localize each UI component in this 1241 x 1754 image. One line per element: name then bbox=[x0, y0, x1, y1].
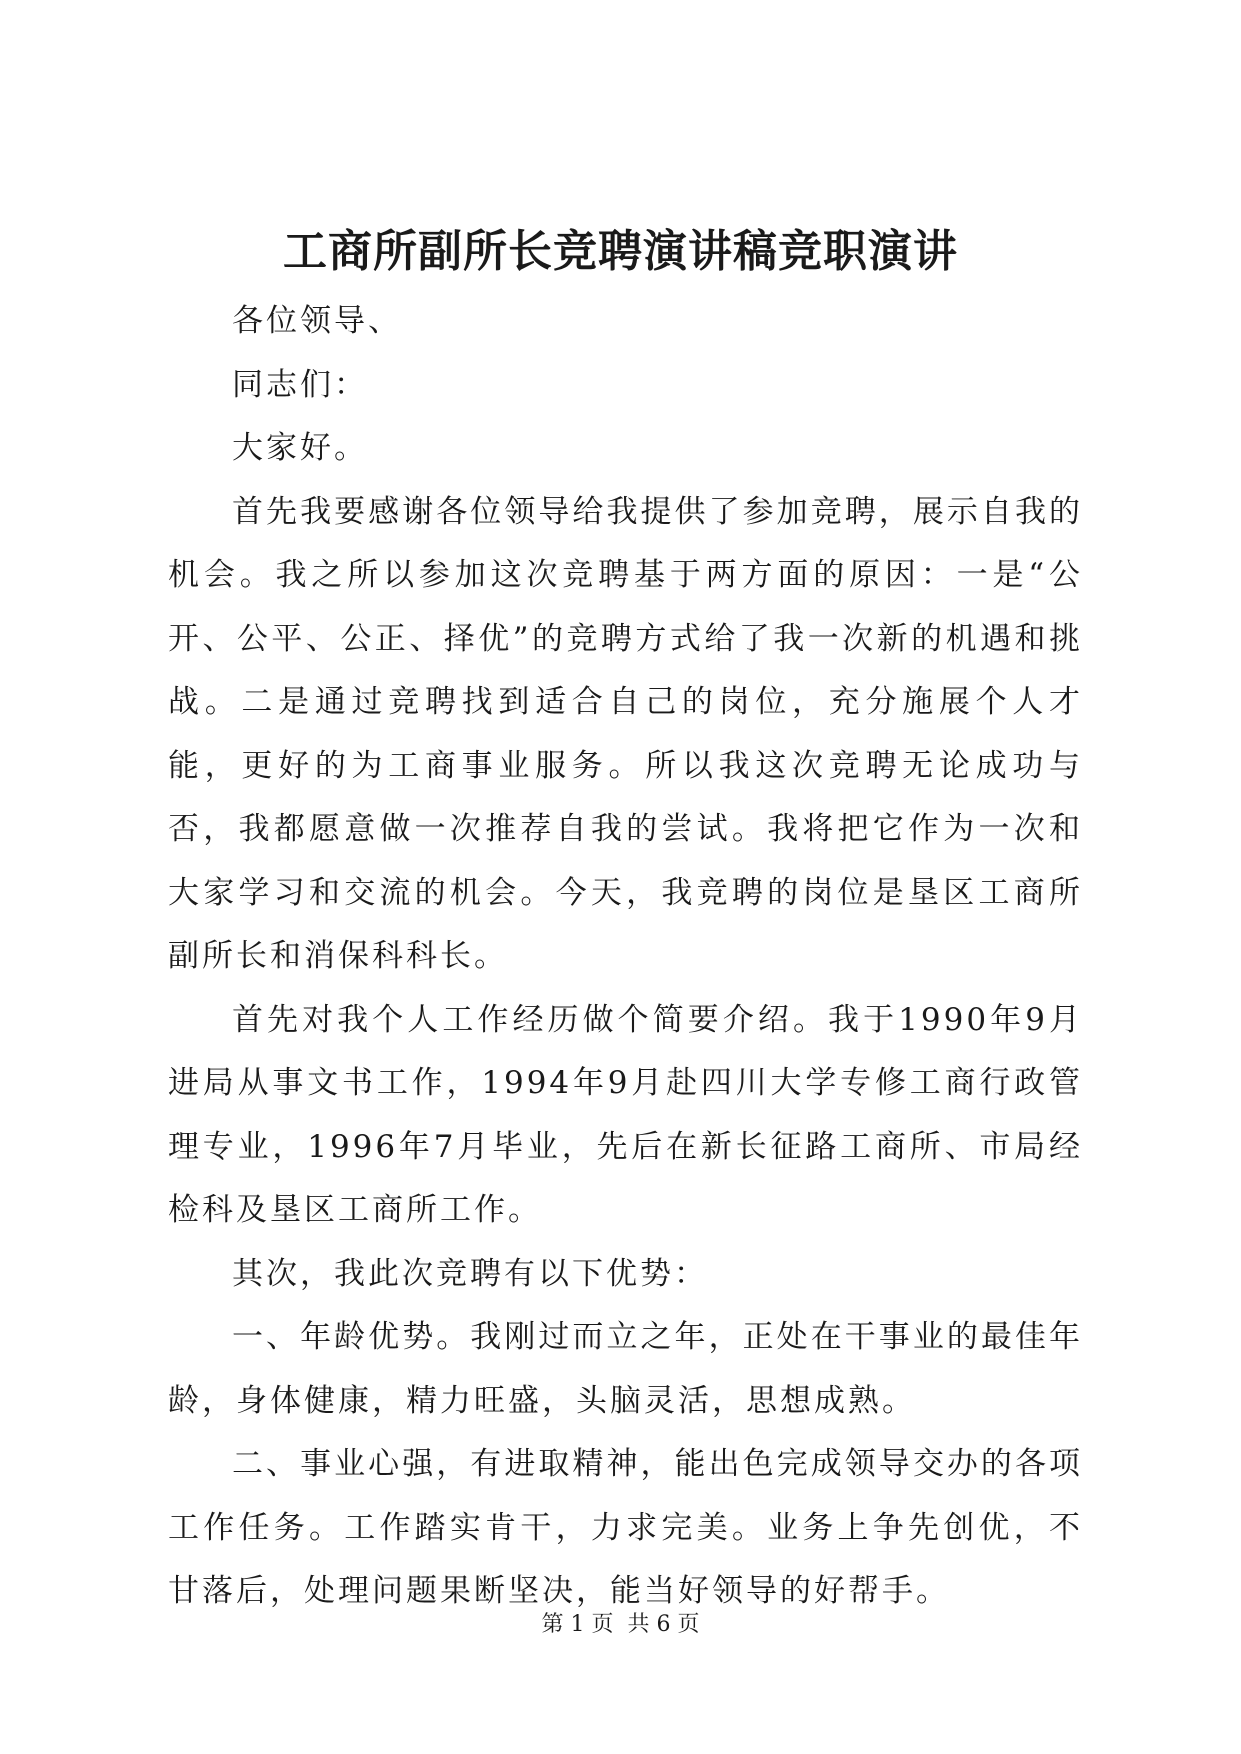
page-footer bbox=[0, 1610, 1241, 1640]
page-number: 第 1 页 共 6 页 bbox=[541, 1612, 700, 1637]
document-body bbox=[168, 290, 1083, 1624]
paragraph-advantage-age: 一、年龄优势。我刚过而立之年，正处在干事业的最佳年龄，身体健康，精力旺盛，头脑灵活，思想成熟。 bbox=[168, 1319, 1083, 1419]
paragraph-work-history: 首先对我个人工作经历做个简要介绍。我于1990年9月进局从事文书工作，1994年9月赴四川大学专修工商行政管理专业，1996年7月毕业，先后在新长征路工商所、市局经检科及垦区工商所工作。 bbox=[168, 1001, 1083, 1228]
paragraph-introduction: 首先我要感谢各位领导给我提供了参加竞聘，展示自我的机会。我之所以参加这次竞聘基于两方面的原因：一是“公开、公平、公正、择优”的竞聘方式给了我一次新的机遇和挑战。二是通过竞聘找到适合自己的岗位，充分施展个人才能，更好的为工商事业服务。所以我这次竞聘无论成功与否，我都愿意做一次推荐自我的尝试。我将把它作为一次和大家学习和交流的机会。今天，我竞聘的岗位是垦区工商所副所长和消保科科长。 bbox=[168, 493, 1083, 974]
paragraph-salutation-2: 同志们： bbox=[232, 366, 368, 403]
paragraph-salutation-1: 各位领导、 bbox=[232, 303, 402, 339]
paragraph-greeting: 大家好。 bbox=[232, 430, 368, 466]
document-title: 工商所副所长竞聘演讲稿竞职演讲 bbox=[283, 226, 958, 277]
paragraph-advantage-dedication: 二、事业心强，有进取精神，能出色完成领导交办的各项工作任务。工作踏实肯干，力求完美。业务上争先创优，不甘落后，处理问题果断坚决，能当好领导的好帮手。 bbox=[168, 1446, 1083, 1609]
paragraph-advantages-heading: 其次，我此次竞聘有以下优势： bbox=[232, 1255, 708, 1292]
